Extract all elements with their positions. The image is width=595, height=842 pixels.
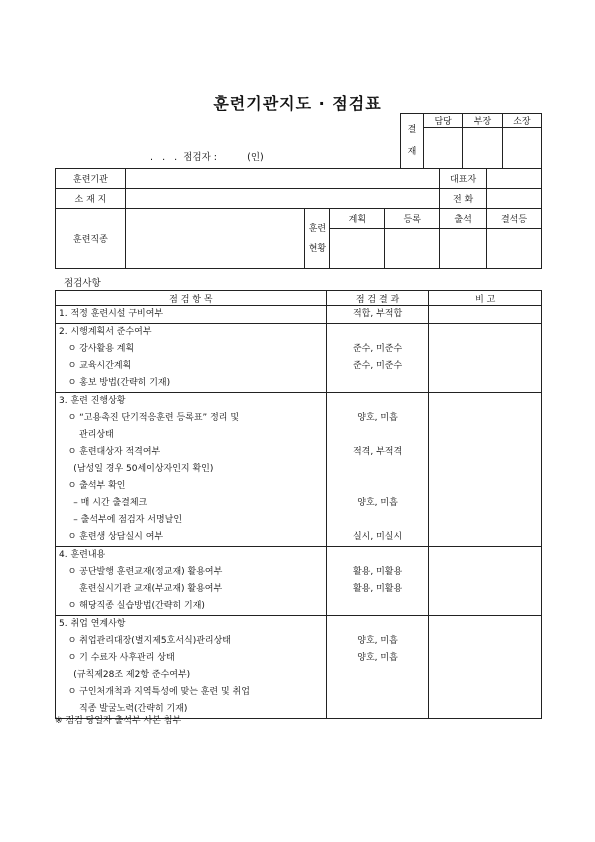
checklist-table <box>55 290 542 719</box>
check-result-line: 양호, 미흡 <box>357 636 398 646</box>
check-item-line: ㅇ 훈련대상자 적격여부 <box>59 447 161 457</box>
check-item-line: ㅇ 훈련생 상담실시 여부 <box>59 532 164 542</box>
check-result-line <box>327 616 429 633</box>
check-result-line <box>327 684 429 701</box>
approval-header-director: 부장 <box>463 114 502 128</box>
check-result-line: 양호, 미흡 <box>357 498 398 508</box>
check-item-line: 3. 훈련 진행상황 <box>59 396 126 406</box>
footnote: ※ 점검 당일자 출석부 사본 첨부 <box>55 716 182 726</box>
ceo-value[interactable] <box>487 169 542 189</box>
header-remarks: 비 고 <box>429 291 542 306</box>
check-result-line <box>327 461 429 478</box>
check-item-line: ㅇ 공단발행 훈련교재(정교재) 활용여부 <box>59 567 223 577</box>
check-result-line <box>327 701 429 718</box>
remarks-cell[interactable] <box>429 324 542 393</box>
check-result-cell[interactable] <box>326 306 429 324</box>
check-item-line: ㅇ “고용촉진 단기적응훈련 등록표” 정리 및 <box>59 413 240 423</box>
check-item-line: ㅇ 교육시간계획 <box>59 361 132 371</box>
check-item-line: 직종 발굴노력(간략히 기재) <box>59 704 188 714</box>
checklist-group <box>56 616 542 719</box>
check-item-line: 관리상태 <box>59 430 114 440</box>
check-item-line: 훈련실시기관 교재(부교재) 활용여부 <box>59 584 223 594</box>
check-item-line: (규칙제28조 제2항 준수여부) <box>59 670 191 680</box>
check-item-line: 4. 훈련내용 <box>59 550 106 560</box>
check-item-line: ㅇ 해당직종 실습방법(간략히 기재) <box>59 601 205 611</box>
check-result-cell[interactable] <box>326 547 429 616</box>
phone-label: 전 화 <box>440 189 487 209</box>
check-result-line: 적격, 부적격 <box>352 447 403 457</box>
check-result-cell[interactable] <box>326 324 429 393</box>
section-label: 점검사항 <box>64 278 101 289</box>
header-items: 점 검 항 목 <box>56 291 327 306</box>
check-item-line: 2. 시행계획서 준수여부 <box>59 327 152 337</box>
check-item-line: ㅇ 기 수료자 사후관리 상태 <box>59 653 175 663</box>
occupation-value[interactable] <box>125 209 305 269</box>
status-absence-value[interactable] <box>487 229 542 269</box>
check-result-line: 준수, 미준수 <box>352 344 403 354</box>
check-result-line: 준수, 미준수 <box>352 361 403 371</box>
check-item-line: ㅇ 취업관리대장(별지제5호서식)관리상태 <box>59 636 231 646</box>
occupation-label: 훈련직종 <box>56 209 126 269</box>
check-item-line: ㅇ 강사활용 계획 <box>59 344 135 354</box>
checklist-group <box>56 393 542 547</box>
check-result-line <box>327 512 429 529</box>
check-result-line: 실시, 미실시 <box>352 532 403 542</box>
checklist-body <box>56 306 542 719</box>
check-result-cell[interactable] <box>326 616 429 719</box>
check-result-cell[interactable] <box>326 393 429 547</box>
check-result-line <box>327 478 429 495</box>
approval-header-head: 소장 <box>502 114 541 128</box>
status-plan-header: 계획 <box>330 209 385 229</box>
check-result-line <box>327 393 429 410</box>
status-absence-header: 결석등 <box>487 209 542 229</box>
check-item-cell <box>56 393 327 547</box>
approval-side-label: 결 재 <box>401 114 424 169</box>
check-item-line: – 출석부에 점검자 서명날인 <box>59 515 183 525</box>
remarks-cell[interactable] <box>429 547 542 616</box>
status-plan-value[interactable] <box>330 229 385 269</box>
check-item-cell <box>56 547 327 616</box>
status-registered-value[interactable] <box>385 229 440 269</box>
training-status-label: 훈련 현황 <box>305 209 330 269</box>
approval-box <box>400 113 542 169</box>
check-result-line: 활용, 미활용 <box>352 584 403 594</box>
check-result-line: 적합, 부적합 <box>352 309 403 319</box>
approval-header-manager: 담당 <box>424 114 463 128</box>
check-item-line: (남성일 경우 50세이상자인지 확인) <box>59 464 214 474</box>
check-result-line <box>327 547 429 564</box>
check-result-line: 활용, 미활용 <box>352 567 403 577</box>
status-attendance-header: 출석 <box>440 209 487 229</box>
check-item-cell <box>56 324 327 393</box>
institution-value[interactable] <box>125 169 439 189</box>
phone-value[interactable] <box>487 189 542 209</box>
address-label: 소 재 지 <box>56 189 126 209</box>
institution-label: 훈련기관 <box>56 169 126 189</box>
check-result-line <box>327 324 429 341</box>
remarks-cell[interactable] <box>429 306 542 324</box>
remarks-cell[interactable] <box>429 393 542 547</box>
institution-info-table <box>55 168 542 269</box>
check-item-line: ㅇ 홍보 방법(간략히 기재) <box>59 378 171 388</box>
ceo-label: 대표자 <box>440 169 487 189</box>
check-result-line <box>327 427 429 444</box>
remarks-cell[interactable] <box>429 616 542 719</box>
check-item-cell <box>56 306 327 324</box>
check-result-line <box>327 375 429 392</box>
check-item-line: ㅇ 출석부 확인 <box>59 481 126 491</box>
approval-sign-director[interactable] <box>463 128 502 169</box>
approval-sign-manager[interactable] <box>424 128 463 169</box>
checklist-group <box>56 324 542 393</box>
check-item-line: – 매 시간 출결체크 <box>59 498 148 508</box>
check-item-line: ㅇ 구인처개척과 지역특성에 맞는 훈련 및 취업 <box>59 687 250 697</box>
approval-sign-head[interactable] <box>502 128 541 169</box>
check-result-line: 양호, 미흡 <box>357 653 398 663</box>
header-results: 점 검 결 과 <box>326 291 429 306</box>
checklist-group <box>56 306 542 324</box>
check-result-line <box>327 598 429 615</box>
check-item-line: 5. 취업 연계사항 <box>59 619 126 629</box>
check-result-line <box>327 667 429 684</box>
checklist-group <box>56 547 542 616</box>
page-title: 훈련기관지도 · 점검표 <box>213 94 382 113</box>
address-value[interactable] <box>125 189 439 209</box>
check-item-line: 1. 적정 훈련시설 구비여부 <box>59 309 164 319</box>
status-registered-header: 등록 <box>385 209 440 229</box>
check-item-cell <box>56 616 327 719</box>
inspector-line: . . . 점검자 : (인) <box>150 152 264 163</box>
check-result-line: 양호, 미흡 <box>357 413 398 423</box>
status-attendance-value[interactable] <box>440 229 487 269</box>
